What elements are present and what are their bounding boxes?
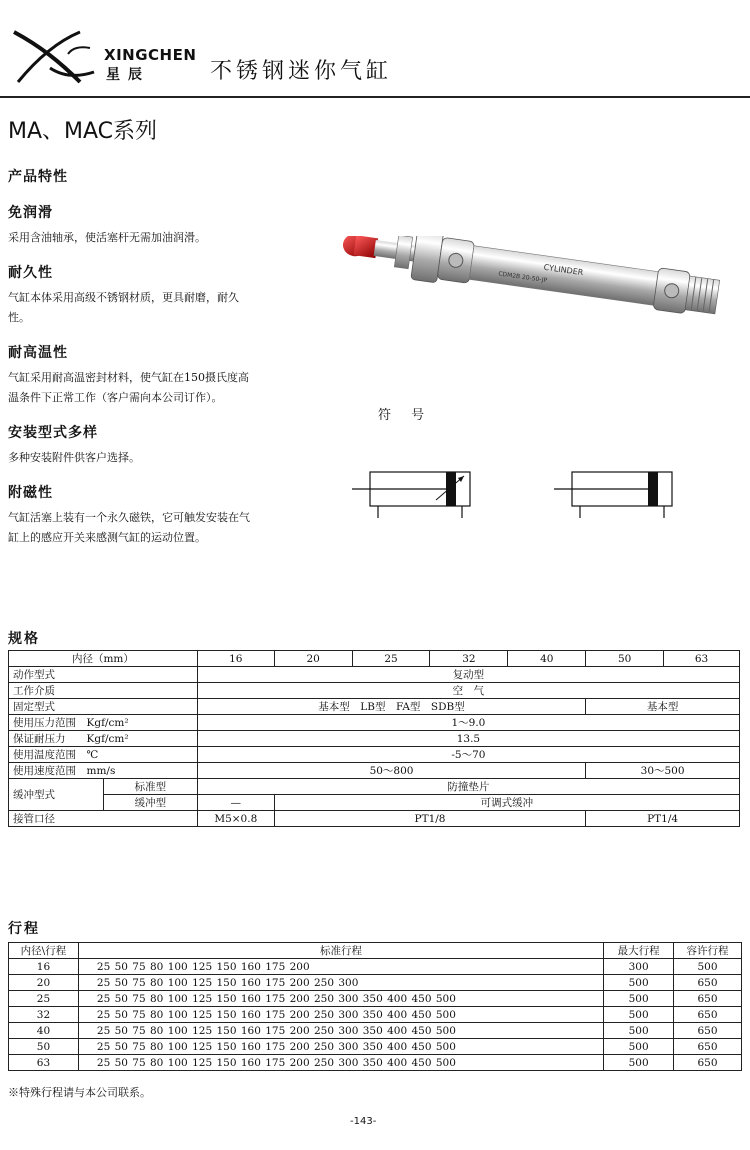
spec-row-mounting: [9, 699, 740, 715]
spec-section-title: 规格: [8, 631, 40, 647]
spec-row-cushion-std: [9, 779, 740, 795]
feature-title: 免润滑: [8, 205, 53, 221]
spec-label: 使用压力范围 Kgf/cm²: [9, 715, 198, 731]
symbol-label: 符 号: [378, 408, 433, 423]
stroke-bore: 20: [9, 975, 79, 991]
feature-item: [8, 482, 258, 548]
stroke-allow: 650: [674, 975, 742, 991]
feature-title: 耐久性: [8, 265, 53, 281]
feature-item: [8, 342, 258, 408]
spec-row-medium: [9, 683, 740, 699]
spec-value: 空 气: [197, 683, 739, 699]
table-row: [9, 1039, 742, 1055]
spec-value: —: [197, 795, 274, 811]
spec-row-bore: [9, 651, 740, 667]
cylinder-model-text: CDM2B 20-50-JP: [497, 270, 548, 285]
spec-row-cushion-adj: [9, 795, 740, 811]
spec-value: 30～500: [586, 763, 740, 779]
column-header: 容许行程: [674, 943, 742, 959]
spec-label: 内径（mm）: [9, 651, 198, 667]
table-row: [9, 1007, 742, 1023]
feature-title: 附磁性: [8, 485, 53, 501]
feature-item: [8, 202, 258, 248]
stroke-note: ※特殊行程请与本公司联系。: [8, 1086, 151, 1099]
bore-value: 32: [430, 651, 508, 667]
stroke-allow: 650: [674, 1055, 742, 1071]
stroke-max: 500: [604, 1007, 674, 1023]
cylinder-product-image: [330, 236, 730, 351]
feature-text: 气缸活塞上装有一个永久磁铁，它可触发安装在气缸上的感应开关来感测气缸的运动位置。: [8, 511, 250, 544]
stroke-table: [8, 942, 742, 1071]
spec-value: 基本型: [586, 699, 740, 715]
table-row: [9, 975, 742, 991]
feature-text: 气缸本体采用高级不锈钢材质，更具耐磨，耐久性。: [8, 291, 239, 324]
spec-value: 复动型: [197, 667, 739, 683]
stroke-standard: 25 50 75 80 100 125 150 160 175 200 250 300 350 400 450 500: [78, 1023, 603, 1039]
stroke-allow: 650: [674, 1007, 742, 1023]
stroke-standard: 25 50 75 80 100 125 150 160 175 200 250 300 350 400 450 500: [78, 1055, 603, 1071]
spec-value: PT1/4: [586, 811, 740, 827]
stroke-max: 300: [604, 959, 674, 975]
spec-sublabel: 标准型: [103, 779, 197, 795]
stroke-max: 500: [604, 991, 674, 1007]
stroke-standard: 25 50 75 80 100 125 150 160 175 200 250 300: [78, 975, 603, 991]
spec-label: 接管口径: [9, 811, 198, 827]
stroke-max: 500: [604, 1023, 674, 1039]
table-row: [9, 1055, 742, 1071]
table-row: [9, 991, 742, 1007]
feature-title: 安装型式多样: [8, 425, 98, 441]
stroke-bore: 16: [9, 959, 79, 975]
stroke-standard: 25 50 75 80 100 125 150 160 175 200 250 300 350 400 450 500: [78, 1039, 603, 1055]
table-row: [9, 959, 742, 975]
spec-value: 基本型 LB型 FA型 SDB型: [197, 699, 585, 715]
column-header: 内径\行程: [9, 943, 79, 959]
cylinder-label-text: CYLINDER: [543, 262, 584, 278]
stroke-standard: 25 50 75 80 100 125 150 160 175 200 250 300 350 400 450 500: [78, 1007, 603, 1023]
bore-value: 63: [664, 651, 740, 667]
table-row: [9, 1023, 742, 1039]
spec-value: -5～70: [197, 747, 739, 763]
brand-name-english: XINGCHEN: [104, 46, 197, 64]
spec-label: 使用温度范围 ℃: [9, 747, 198, 763]
brand-name-chinese: 星辰: [106, 67, 150, 83]
spec-row-speed: [9, 763, 740, 779]
stroke-standard: 25 50 75 80 100 125 150 160 175 200: [78, 959, 603, 975]
spec-row-action: [9, 667, 740, 683]
spec-value: PT1/8: [274, 811, 585, 827]
spec-label: 动作型式: [9, 667, 198, 683]
stroke-header-row: [9, 943, 742, 959]
spec-table: [8, 650, 740, 827]
xingchen-logo-icon: [10, 28, 100, 86]
bore-value: 16: [197, 651, 274, 667]
features-heading: 产品特性: [8, 169, 68, 185]
spec-label: 工作介质: [9, 683, 198, 699]
feature-text: 多种安装附件供客户选择。: [8, 451, 140, 464]
spec-row-temp: [9, 747, 740, 763]
spec-value: 可调式缓冲: [274, 795, 739, 811]
stroke-max: 500: [604, 975, 674, 991]
spec-value: 13.5: [197, 731, 739, 747]
spec-value: M5×0.8: [197, 811, 274, 827]
stroke-bore: 40: [9, 1023, 79, 1039]
stroke-bore: 25: [9, 991, 79, 1007]
spec-sublabel: 缓冲型: [103, 795, 197, 811]
features-section: [8, 166, 258, 562]
feature-item: [8, 422, 258, 468]
spec-row-pressure: [9, 715, 740, 731]
spec-value: 防撞垫片: [197, 779, 739, 795]
stroke-allow: 650: [674, 991, 742, 1007]
cylinder-symbol-magnetic-icon: [352, 466, 472, 522]
spec-label: 使用速度范围 mm/s: [9, 763, 198, 779]
page-number: -143-: [350, 1116, 377, 1127]
stroke-max: 500: [604, 1055, 674, 1071]
cylinder-symbol-standard-icon: [554, 466, 674, 522]
spec-row-proof: [9, 731, 740, 747]
spec-label: 保证耐压力 Kgf/cm²: [9, 731, 198, 747]
feature-title: 耐高温性: [8, 345, 68, 361]
column-header: 最大行程: [604, 943, 674, 959]
stroke-allow: 650: [674, 1023, 742, 1039]
feature-text: 采用含油轴承，使活塞杆无需加油润滑。: [8, 231, 206, 244]
stroke-allow: 500: [674, 959, 742, 975]
stroke-section-title: 行程: [8, 921, 40, 937]
column-header: 标准行程: [78, 943, 603, 959]
spec-value: 1～9.0: [197, 715, 739, 731]
stroke-max: 500: [604, 1039, 674, 1055]
stroke-bore: 50: [9, 1039, 79, 1055]
stroke-allow: 650: [674, 1039, 742, 1055]
spec-label: 缓冲型式: [9, 779, 104, 811]
feature-item: [8, 262, 258, 328]
bore-value: 25: [352, 651, 430, 667]
bore-value: 40: [508, 651, 586, 667]
page-header-title: 不锈钢迷你气缸: [210, 59, 393, 84]
header-divider: [0, 96, 750, 98]
stroke-bore: 63: [9, 1055, 79, 1071]
series-title: MA、MAC系列: [8, 119, 158, 144]
stroke-standard: 25 50 75 80 100 125 150 160 175 200 250 300 350 400 450 500: [78, 991, 603, 1007]
page-header: [0, 0, 750, 98]
spec-row-port: [9, 811, 740, 827]
stroke-bore: 32: [9, 1007, 79, 1023]
bore-value: 50: [586, 651, 664, 667]
bore-value: 20: [274, 651, 352, 667]
feature-text: 气缸采用耐高温密封材料，使气缸在150摄氏度高温条件下正常工作（客户需向本公司订作）。: [8, 371, 249, 404]
spec-label: 固定型式: [9, 699, 198, 715]
spec-value: 50～800: [197, 763, 585, 779]
